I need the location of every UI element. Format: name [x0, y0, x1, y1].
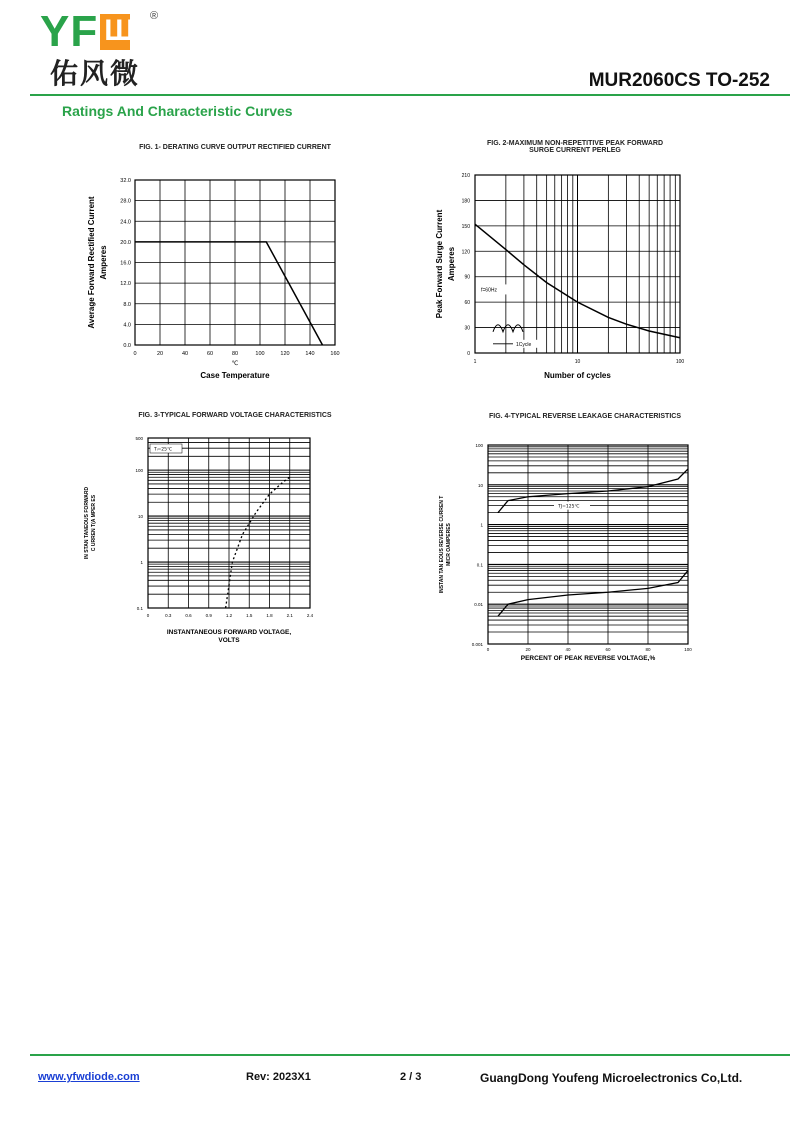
fig1-x-tick: 80 [231, 351, 239, 357]
fig2-y-tick: 150 [461, 223, 470, 230]
fig3-title: FIG. 3-TYPICAL FORWARD VOLTAGE CHARACTERISTICS [138, 412, 332, 419]
fig3-x-tick: 0 [146, 613, 150, 618]
fig1-y-tick: 0.0 [123, 343, 131, 349]
fig1-y-tick: 16.0 [120, 260, 131, 267]
fig4-x-tick: 60 [605, 647, 611, 652]
fig1-y-label-1: Average Forward Rectified Current [87, 196, 96, 329]
fig3-x-tick: 0.6 [185, 613, 192, 618]
fig1-x-unit: ℃ [231, 360, 239, 367]
part-title: MUR2060CS TO-252 [588, 70, 770, 91]
fig3-series-line [226, 477, 290, 608]
fig1-x-tick: 140 [305, 351, 315, 357]
footer-divider [30, 1054, 790, 1056]
fig2-y-tick: 30 [464, 325, 470, 332]
fig4-plot-frame [488, 445, 688, 644]
company-logo [40, 7, 170, 92]
fig1-y-tick: 28.0 [120, 198, 131, 205]
fig4-y-label-2: MICR OAMPERES [446, 523, 452, 566]
fig3-x-tick: 1.8 [266, 613, 273, 618]
fig2-x-label: Number of cycles [544, 371, 611, 380]
company-name: GuangDong Youfeng Microelectronics Co,Ltd. [480, 1071, 743, 1085]
fig3-x-tick: 2.1 [286, 613, 293, 618]
fig1-y-tick: 24.0 [120, 219, 131, 226]
fig4-x-tick: 40 [565, 647, 571, 652]
fig3-y-label-1: IN STAN TANEOUS FORWARD [84, 486, 90, 560]
fig1-y-tick: 12.0 [120, 281, 131, 288]
fig3-y-tick: 10 [137, 514, 143, 520]
fig4-y-tick: 0.1 [476, 562, 483, 568]
fig2-title-line1: FIG. 2-MAXIMUM NON-REPETITIVE PEAK FORWARD [486, 140, 664, 147]
fig4-y-tick: 10 [477, 482, 483, 488]
fig3-x-tick: 0.9 [205, 613, 212, 618]
fig3-y-label-2: C URREN T(A MPER ES [91, 494, 97, 552]
fig1-y-tick: 4.0 [123, 322, 131, 329]
fig1-x-label: Case Temperature [200, 371, 270, 380]
fig2-title-line2: SURGE CURRENT PERLEG [529, 147, 621, 154]
fig1-chart [80, 160, 370, 390]
fig4-x-tick: 80 [645, 647, 651, 652]
fig3-y-tick: 500 [135, 436, 143, 441]
fig4-y-tick: 0.001 [471, 642, 483, 647]
logo-chinese-name: 佑风微 [50, 57, 141, 90]
fig1-y-label-2: Amperes [99, 245, 108, 280]
fig2-y-tick: 180 [461, 198, 470, 205]
fig1-y-tick: 20.0 [120, 239, 131, 246]
fig1-title: FIG. 1- DERATING CURVE OUTPUT RECTIFIED CURRENT [139, 144, 331, 151]
fig4-x-tick: 0 [486, 647, 490, 652]
fig3-x-tick: 2.4 [306, 613, 314, 618]
fig4-title: FIG. 4-TYPICAL REVERSE LEAKAGE CHARACTERISTICS [488, 413, 681, 420]
fig4-y-tick: 1 [480, 522, 483, 528]
fig3-x-label-2: VOLTS [218, 637, 240, 644]
fig2-annotation-freq: f=60Hz [481, 287, 497, 294]
fig3-y-tick: 100 [135, 468, 143, 474]
fig3-legend-label: Tₗ=25℃ [154, 447, 173, 453]
fig2-x-tick: 1 [473, 359, 477, 365]
fig2-x-tick: 10 [574, 359, 581, 365]
fig3-x-label-1: INSTANTANEOUS FORWARD VOLTAGE, [166, 629, 292, 636]
fig1-x-tick: 120 [280, 351, 290, 357]
fig1-x-tick: 100 [255, 351, 265, 357]
fig3-chart [80, 430, 370, 650]
fig1-x-tick: 60 [206, 351, 214, 357]
website-link[interactable]: www.yfwdiode.com [38, 1071, 140, 1083]
fig4-chart [430, 430, 710, 670]
fig4-y-tick: 0.01 [474, 602, 483, 608]
fig1-y-tick: 8.0 [123, 301, 131, 308]
fig3-x-tick: 1.2 [225, 613, 233, 618]
fig1-x-tick: 20 [156, 351, 164, 357]
fig1-y-tick: 32.0 [120, 178, 131, 184]
fig2-y-tick: 60 [464, 300, 470, 307]
fig2-x-tick: 100 [675, 359, 685, 365]
fig1-series-line [135, 242, 323, 345]
fig2-y-label-1: Peak Forward Surge Current [435, 209, 444, 319]
fig4-y-tick: 100 [475, 443, 483, 448]
logo-latin: YF Ш [40, 7, 136, 56]
fig3-x-tick: 1.5 [246, 613, 253, 618]
fig1-x-tick: 0 [133, 351, 137, 357]
fig3-y-tick: 0.1 [136, 606, 143, 611]
fig4-annotation: TJ=125℃ [558, 504, 580, 510]
fig4-x-tick: 100 [684, 647, 692, 652]
fig2-y-tick: 210 [461, 173, 470, 179]
fig4-x-label: PERCENT OF PEAK REVERSE VOLTAGE,% [520, 655, 656, 662]
fig2-y-tick: 90 [464, 274, 470, 281]
fig3-x-tick: 0.3 [165, 613, 172, 618]
fig1-x-tick: 40 [181, 351, 189, 357]
logo-w-box: Ш [100, 14, 130, 50]
fig4-y-label-1: INSTAN TAN EOUS REVERSE CURREN T [439, 495, 445, 594]
fig2-title [440, 140, 710, 154]
fig3-y-tick: 1 [140, 560, 143, 566]
fig4-series-line [498, 571, 688, 617]
fig2-annotation-cycle: 1Cycle [516, 341, 532, 348]
fig4-x-tick: 20 [525, 647, 531, 652]
fig2-y-label-2: Amperes [447, 246, 456, 282]
revision-label: Rev: 2023X1 [246, 1071, 311, 1083]
fig2-y-tick: 0 [467, 351, 470, 357]
section-title: Ratings And Characteristic Curves [62, 103, 293, 119]
page-number: 2 / 3 [400, 1071, 422, 1083]
fig2-waveform-icon [493, 325, 523, 332]
header-divider [30, 94, 790, 96]
fig1-x-tick: 160 [330, 351, 340, 357]
fig2-chart [430, 160, 700, 390]
fig2-y-tick: 120 [461, 249, 470, 256]
logo-registered-mark: ® [150, 10, 159, 22]
